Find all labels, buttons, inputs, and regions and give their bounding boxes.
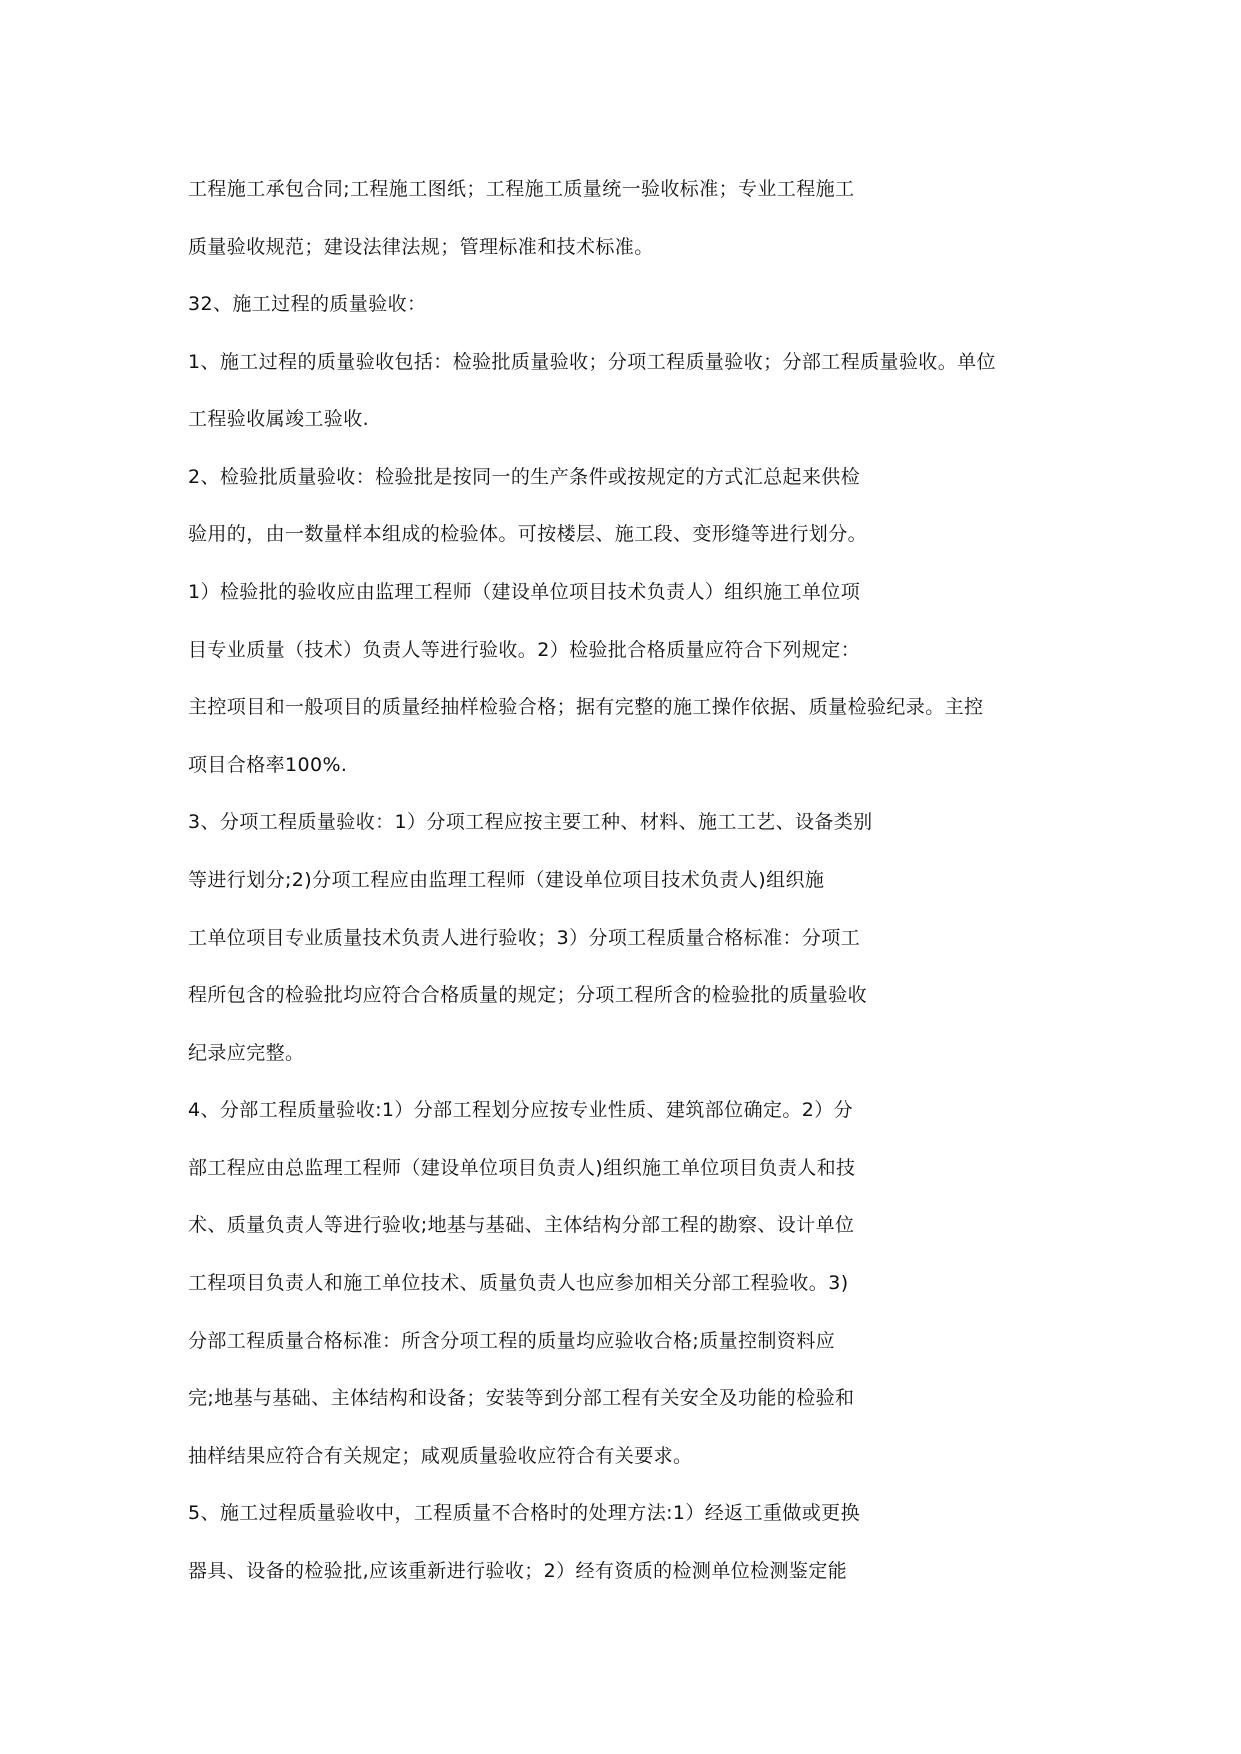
text-line: 术、质量负责人等进行验收;地基与基础、主体结构分部工程的勘察、设计单位 [188, 1214, 855, 1237]
text-line: 项目合格率100%. [188, 753, 348, 776]
text-line: 工程项目负责人和施工单位技术、质量负责人也应参加相关分部工程验收。3) [188, 1271, 849, 1294]
text-line: 质量验收规范；建设法律法规；管理标准和技术标准。 [188, 235, 654, 258]
text-line: 部工程应由总监理工程师（建设单位项目负责人)组织施工单位项目负责人和技 [188, 1156, 856, 1179]
text-line: 工程验收属竣工验收. [188, 408, 370, 431]
text-line: 1、施工过程的质量验收包括：检验批质量验收；分项工程质量验收；分部工程质量验收。单位 [188, 350, 996, 373]
text-line: 等进行划分;2)分项工程应由监理工程师（建设单位项目技术负责人)组织施 [188, 868, 825, 891]
text-line: 工单位项目专业质量技术负责人进行验收；3）分项工程质量合格标准：分项工 [188, 926, 861, 949]
section-heading: 32、施工过程的质量验收： [188, 293, 427, 316]
text-line: 3、分项工程质量验收：1）分项工程应按主要工种、材料、施工工艺、设备类别 [188, 811, 873, 834]
text-line: 纪录应完整。 [188, 1041, 305, 1064]
document-body [188, 170, 1188, 1609]
text-line: 分部工程质量合格标准：所含分项工程的质量均应验收合格;质量控制资料应 [188, 1329, 836, 1352]
text-line: 完;地基与基础、主体结构和设备；安装等到分部工程有关安全及功能的检验和 [188, 1387, 855, 1410]
text-line: 验用的，由一数量样本组成的检验体。可按楼层、施工段、变形缝等进行划分。 [188, 523, 868, 546]
text-line: 主控项目和一般项目的质量经抽样检验合格；据有完整的施工操作依据、质量检验纪录。主控 [188, 696, 984, 719]
text-line: 4、分部工程质量验收:1）分部工程划分应按专业性质、建筑部位确定。2）分 [188, 1099, 854, 1122]
text-line: 工程施工承包合同;工程施工图纸；工程施工质量统一验收标准；专业工程施工 [188, 178, 855, 200]
text-line: 1）检验批的验收应由监理工程师（建设单位项目技术负责人）组织施工单位项 [188, 581, 861, 604]
text-line: 程所包含的检验批均应符合合格质量的规定；分项工程所含的检验批的质量验收 [188, 984, 868, 1007]
text-line: 2、检验批质量验收：检验批是按同一的生产条件或按规定的方式汇总起来供检 [188, 465, 861, 488]
text-line: 器具、设备的检验批,应该重新进行验收；2）经有资质的检测单位检测鉴定能 [188, 1559, 848, 1582]
text-line: 抽样结果应符合有关规定；咸观质量验收应符合有关要求。 [188, 1444, 693, 1467]
text-line: 5、施工过程质量验收中，工程质量不合格时的处理方法:1）经返工重做或更换 [188, 1502, 860, 1525]
text-line: 目专业质量（技术）负责人等进行验收。2）检验批合格质量应符合下列规定： [188, 638, 861, 661]
